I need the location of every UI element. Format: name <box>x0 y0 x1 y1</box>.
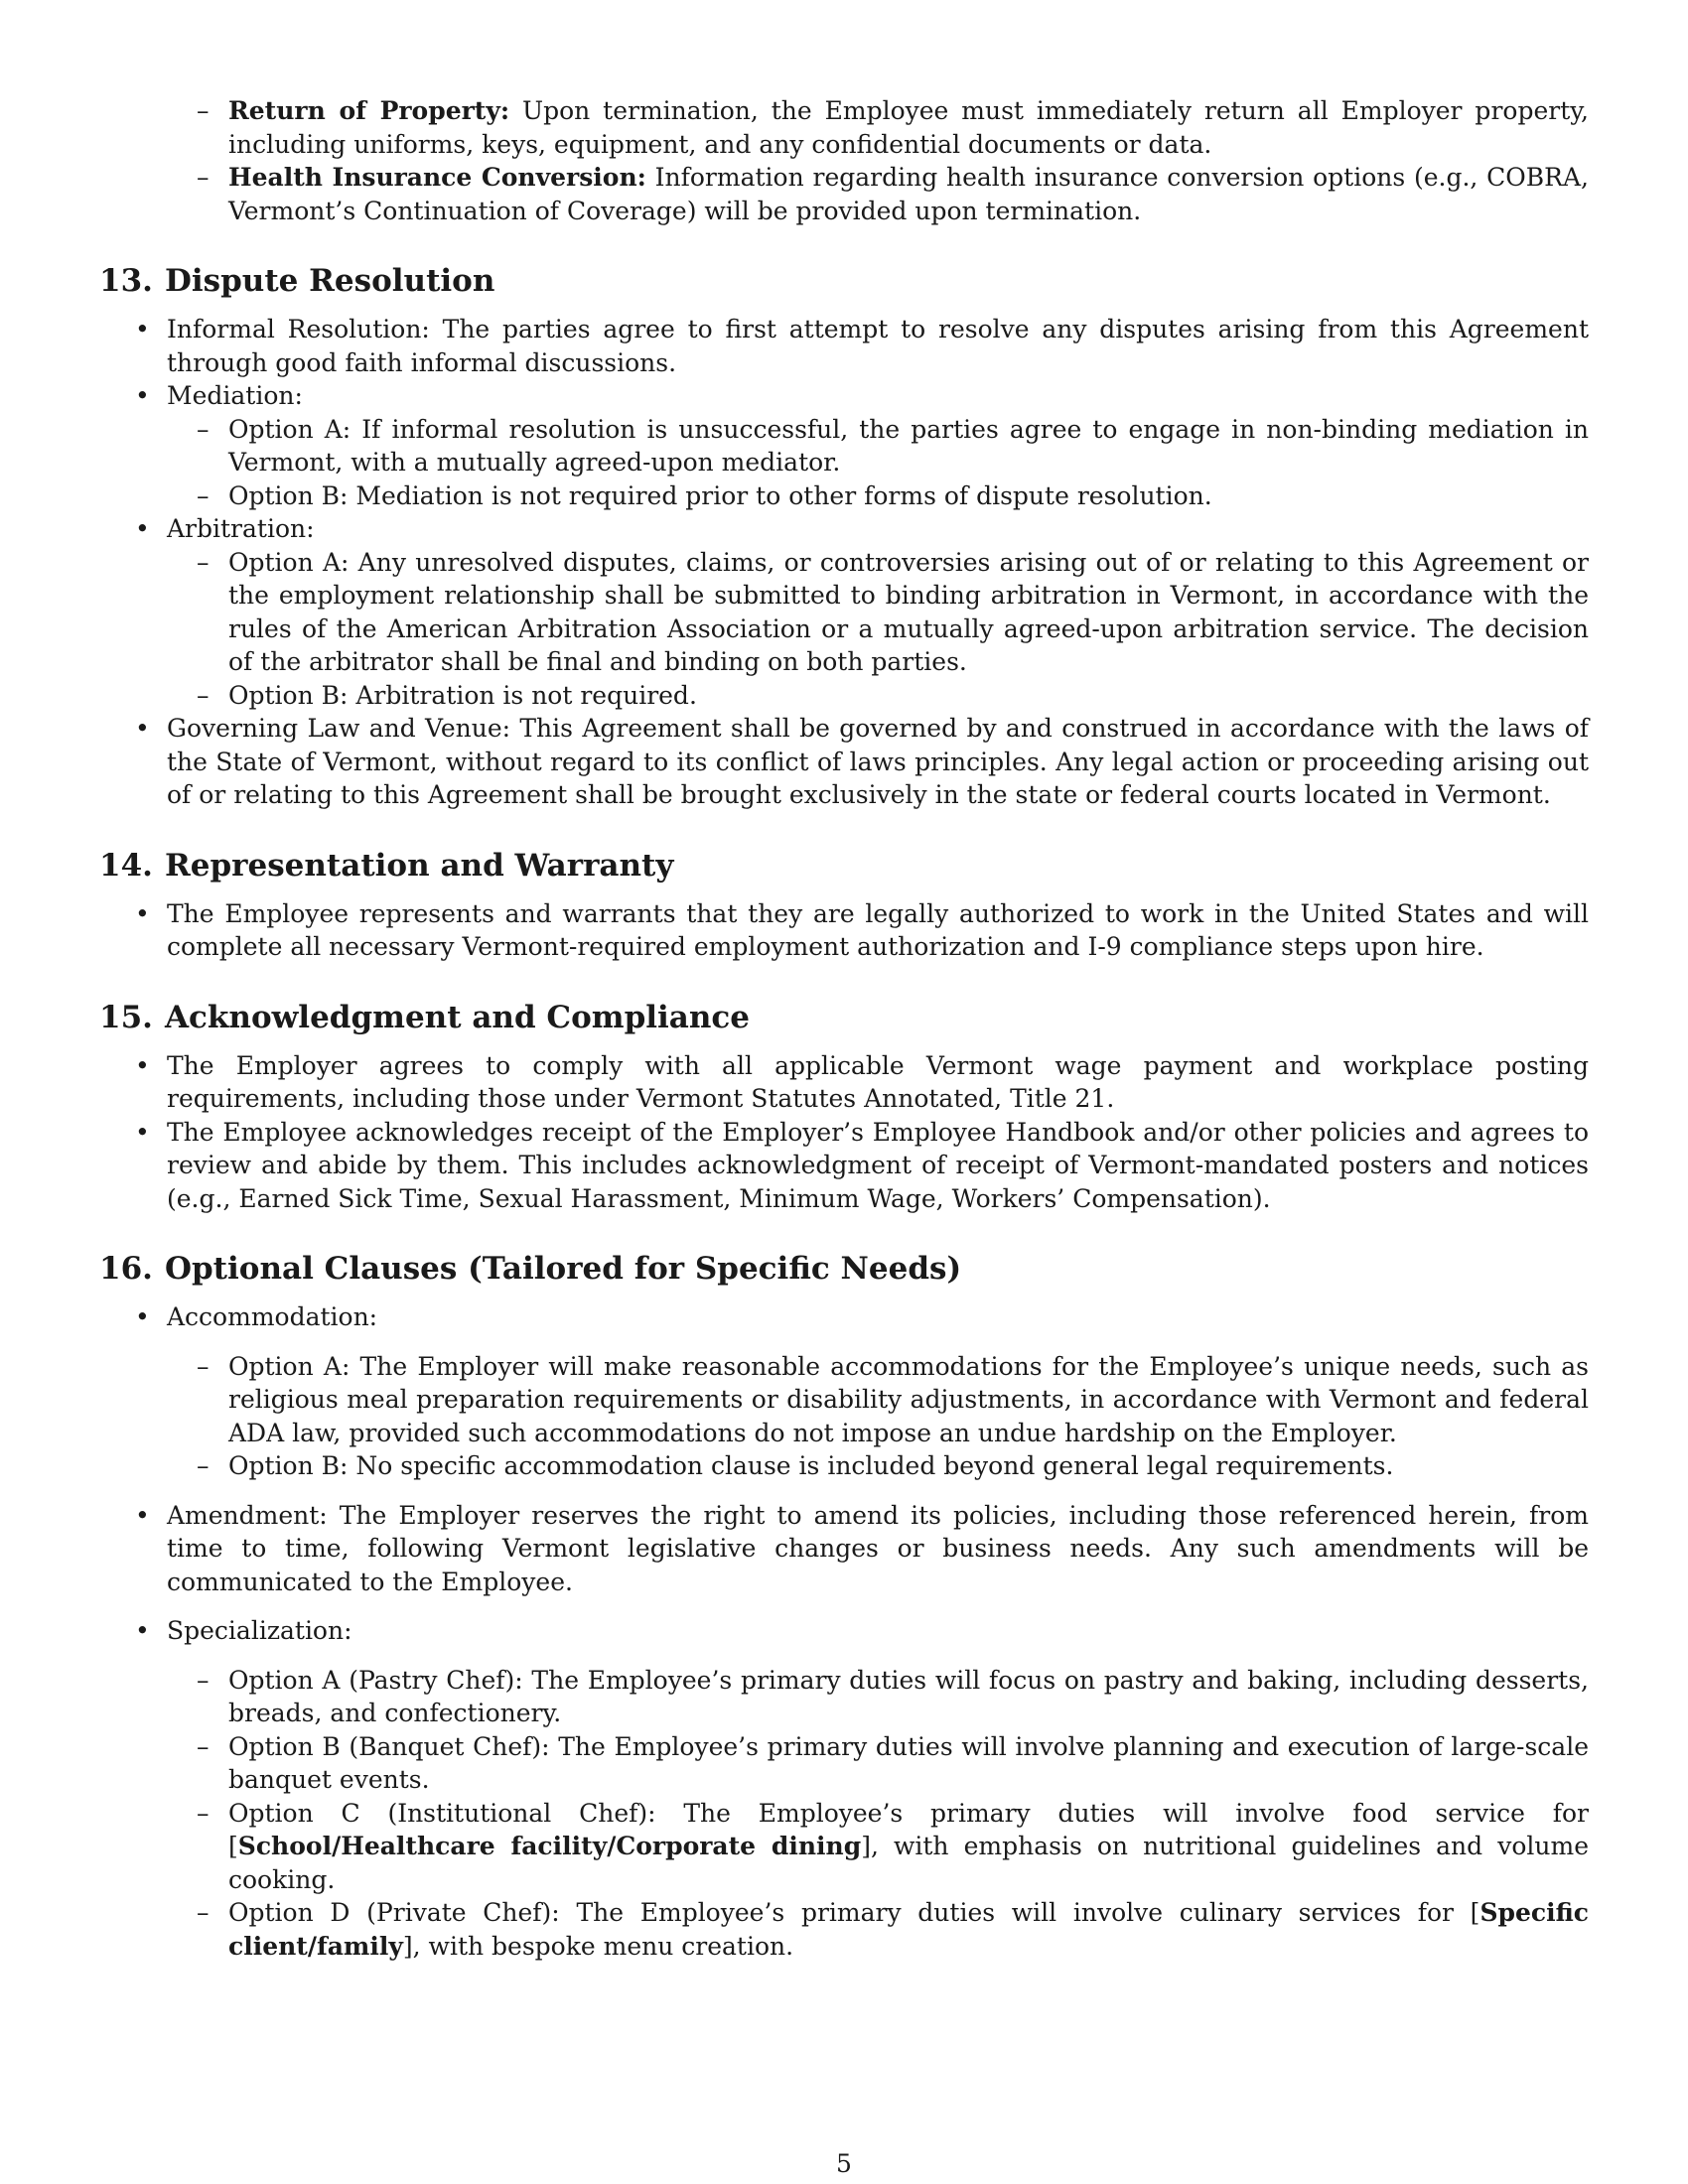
item-label: Health Insurance Conversion: <box>228 163 646 192</box>
section-number: 16. <box>99 1251 153 1287</box>
item-text-pre: Option C (Institutional Chef): The Employee’s primary duties will involve food service for [ <box>228 1798 1589 1860</box>
list-item-spec-option-b <box>99 1730 1589 1797</box>
list-item-arbitration-option-b <box>99 679 1589 713</box>
item-text: Option B: No specific accommodation clause is included beyond general legal requirements. <box>228 1451 1394 1480</box>
page-number: 5 <box>836 2149 852 2178</box>
bullet-marker: • <box>135 1302 150 1331</box>
list-item-handbook-acknowledgment <box>99 1116 1589 1216</box>
list-item-governing-law <box>99 712 1589 812</box>
item-text: Option B: Arbitration is not required. <box>228 680 697 710</box>
item-text: Upon termination, the Employee must immediately return all Employer property, including uniforms, keys, equipment, and any confidential documents or data. <box>228 96 1589 159</box>
item-text: Option B: Mediation is not required prior to other forms of dispute resolution. <box>228 480 1212 510</box>
dash-marker: – <box>197 480 210 510</box>
list-item-health-insurance <box>99 161 1589 227</box>
list-item-mediation <box>99 379 1589 413</box>
dash-marker: – <box>197 1665 210 1695</box>
bullet-marker: • <box>135 1050 150 1080</box>
placeholder-bold: Specific client/family <box>228 1898 1589 1961</box>
bullet-marker: • <box>135 315 150 343</box>
item-text: Governing Law and Venue: This Agreement shall be governed by and construed in accordance with the laws of the State of Vermont, without regard to its conflict of laws principles. Any legal action or proceeding arising out of or relating to this Agreement shall be brought exclusively in the state or federal courts located in Vermont. <box>167 714 1589 809</box>
dash-marker: – <box>197 1798 210 1828</box>
list-item-accommodation <box>99 1300 1589 1334</box>
dash-marker: – <box>197 1731 210 1761</box>
dash-marker: – <box>197 1898 210 1927</box>
item-text: Option A: Any unresolved disputes, claims, or controversies arising out of or relating to this Agreement or the employment relationship shall be submitted to binding arbitration in Vermont, in accordance with the rules of the American Arbitration Association or a mutually agreed-upon arbitration service. The decision of the arbitrator shall be final and binding on both parties. <box>228 547 1589 676</box>
list-item-spec-option-a <box>99 1664 1589 1730</box>
item-text: The Employee acknowledges receipt of the Employer’s Employee Handbook and/or other policies and agrees to review and abide by them. This includes acknowledgment of receipt of Vermont-mandated posters and notices (e.g., Earned Sick Time, Sexual Harassment, Minimum Wage, Workers’ Compensation). <box>167 1117 1589 1213</box>
item-text-pre: Option D (Private Chef): The Employee’s primary duties will involve culinary services for [ <box>228 1898 1480 1927</box>
bullet-marker: • <box>135 1117 150 1147</box>
section-title: Dispute Resolution <box>165 263 495 299</box>
item-text: Accommodation: <box>167 1302 378 1331</box>
dash-marker: – <box>197 1451 210 1480</box>
section-13-heading <box>99 261 1589 301</box>
item-text: Option A: The Employer will make reasonable accommodations for the Employee’s unique needs, such as religious meal preparation requirements or disability adjustments, in accordance with Vermont and federal ADA law, provided such accommodations do not impose an undue hardship on the Employer. <box>228 1351 1589 1447</box>
list-item-wage-compliance <box>99 1049 1589 1116</box>
list-item-informal-resolution <box>99 313 1589 379</box>
item-text: Information regarding health insurance conversion options (e.g., COBRA, Vermont’s Continuation of Coverage) will be provided upon termination. <box>228 163 1589 225</box>
item-text: Option B (Banquet Chef): The Employee’s primary duties will involve planning and execution of large-scale banquet events. <box>228 1731 1589 1794</box>
section-15-heading <box>99 998 1589 1037</box>
placeholder-bold: School/Healthcare facility/Corporate dining <box>237 1832 862 1860</box>
section-14-heading <box>99 846 1589 886</box>
list-item-spec-option-c <box>99 1797 1589 1897</box>
bullet-marker: • <box>135 714 150 743</box>
list-item-representation <box>99 897 1589 964</box>
dash-marker: – <box>197 1351 210 1381</box>
list-item-accommodation-option-a <box>99 1350 1589 1450</box>
section-number: 15. <box>99 999 153 1035</box>
section-number: 13. <box>99 263 153 299</box>
item-label: Return of Property: <box>228 96 510 125</box>
item-text: The Employer agrees to comply with all applicable Vermont wage payment and workplace posting requirements, including those under Vermont Statutes Annotated, Title 21. <box>167 1050 1589 1113</box>
item-text: Arbitration: <box>167 514 315 543</box>
list-item-amendment <box>99 1499 1589 1599</box>
dash-marker: – <box>197 680 210 710</box>
list-item-arbitration <box>99 512 1589 546</box>
dash-marker: – <box>197 547 210 577</box>
section-title: Acknowledgment and Compliance <box>165 999 751 1035</box>
list-item-specialization <box>99 1614 1589 1648</box>
dash-marker: – <box>197 163 210 192</box>
list-item-spec-option-d <box>99 1896 1589 1963</box>
list-item-mediation-option-a <box>99 413 1589 479</box>
list-item-accommodation-option-b <box>99 1449 1589 1483</box>
bullet-marker: • <box>135 1616 150 1645</box>
list-item-return-property <box>99 94 1589 161</box>
item-text-post: ], with bespoke menu creation. <box>402 1931 794 1961</box>
item-text: The Employee represents and warrants that they are legally authorized to work in the United States and will complete all necessary Vermont-required employment authorization and I-9 compliance steps upon hire. <box>167 898 1589 961</box>
list-item-arbitration-option-a <box>99 546 1589 679</box>
section-title: Optional Clauses (Tailored for Specific Needs) <box>165 1251 962 1287</box>
item-text-post: ], with emphasis on nutritional guidelines and volume cooking. <box>228 1832 1590 1894</box>
bullet-marker: • <box>135 1500 150 1530</box>
list-item-mediation-option-b <box>99 479 1589 513</box>
item-text: Informal Resolution: The parties agree to first attempt to resolve any disputes arising from this Agreement through good faith informal discussions. <box>167 315 1589 377</box>
item-text: Amendment: The Employer reserves the right to amend its policies, including those referenced herein, from time to time, following Vermont legislative changes or business needs. Any such amendments will be communicated to the Employee. <box>167 1500 1589 1596</box>
dash-marker: – <box>197 96 210 125</box>
item-text: Mediation: <box>167 381 303 410</box>
dash-marker: – <box>197 414 210 444</box>
bullet-marker: • <box>135 898 150 928</box>
bullet-marker: • <box>135 381 150 410</box>
bullet-marker: • <box>135 514 150 543</box>
section-number: 14. <box>99 847 153 884</box>
document-page <box>99 94 1589 1963</box>
item-text: Specialization: <box>167 1616 352 1645</box>
section-title: Representation and Warranty <box>165 847 674 884</box>
item-text: Option A: If informal resolution is unsuccessful, the parties agree to engage in non-binding mediation in Vermont, with a mutually agreed-upon mediator. <box>228 414 1589 477</box>
section-16-heading <box>99 1249 1589 1289</box>
item-text: Option A (Pastry Chef): The Employee’s primary duties will focus on pastry and baking, including desserts, breads, and confectionery. <box>228 1665 1589 1727</box>
